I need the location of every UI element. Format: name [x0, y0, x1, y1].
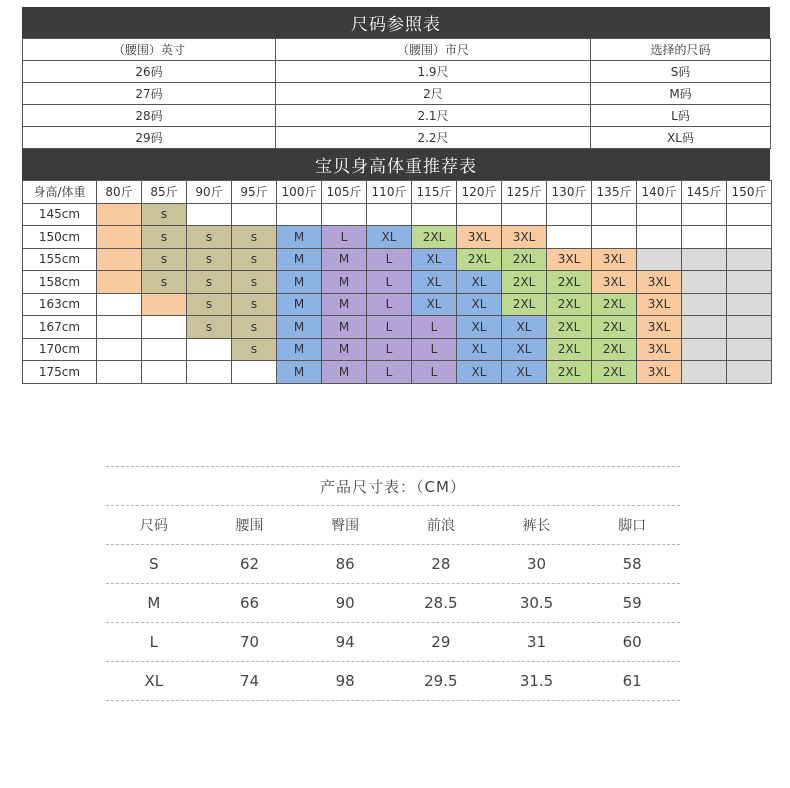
product-cell: 30: [526, 555, 547, 573]
size-cell: XL: [457, 361, 502, 384]
size-cell: [682, 338, 727, 361]
size-cell: s: [232, 271, 277, 294]
size-cell: 2XL: [592, 338, 637, 361]
size-cell: 2XL: [457, 248, 502, 271]
product-cell: 98: [335, 672, 355, 690]
size-cell: M: [277, 338, 322, 361]
weight-header-cell: 130斤: [547, 181, 592, 204]
product-cell: S: [149, 555, 159, 573]
size-cell: 3XL: [637, 293, 682, 316]
ref-header-size: 选择的尺码: [591, 39, 771, 61]
height-label: 163cm: [23, 293, 97, 316]
size-cell: 3XL: [502, 226, 547, 249]
size-cell: [187, 361, 232, 384]
product-cell: 66: [239, 594, 260, 612]
size-cell: [232, 203, 277, 226]
size-cell: [727, 226, 772, 249]
size-cell: [727, 361, 772, 384]
size-cell: L: [412, 361, 457, 384]
product-header-hem: 脚口: [618, 518, 647, 534]
size-cell: [142, 338, 187, 361]
recommend-row: [23, 226, 772, 249]
size-cell: [277, 203, 322, 226]
weight-header-cell: 135斤: [592, 181, 637, 204]
size-cell: 3XL: [547, 248, 592, 271]
size-cell: s: [142, 203, 187, 226]
size-cell: 3XL: [592, 271, 637, 294]
recommend-row: [23, 293, 772, 316]
size-cell: s: [187, 271, 232, 294]
product-cell: 62: [239, 555, 260, 573]
height-label: 155cm: [23, 248, 97, 271]
size-cell: [637, 248, 682, 271]
size-cell: [97, 271, 142, 294]
product-cell: 59: [622, 594, 642, 612]
size-cell: 3XL: [457, 226, 502, 249]
product-cell: 30.5: [519, 594, 554, 612]
divider: [106, 700, 680, 701]
size-cell: [457, 203, 502, 226]
size-cell: 3XL: [637, 338, 682, 361]
size-cell: XL: [457, 271, 502, 294]
recommend-table-title: 宝贝身高体重推荐表: [22, 149, 770, 180]
product-cell: 86: [335, 555, 355, 573]
product-cell: 28: [431, 555, 451, 573]
size-cell: XL: [502, 338, 547, 361]
size-cell: [142, 361, 187, 384]
product-cell: M: [147, 594, 161, 612]
size-cell: L: [367, 316, 412, 339]
size-cell: [187, 338, 232, 361]
size-cell: s: [187, 226, 232, 249]
product-table-header-row: [106, 506, 680, 544]
size-cell: s: [232, 226, 277, 249]
size-cell: [322, 203, 367, 226]
ref-cell: 26码: [23, 61, 276, 83]
ref-cell: 29码: [23, 127, 276, 149]
size-cell: L: [367, 361, 412, 384]
size-cell: [727, 293, 772, 316]
size-cell: L: [367, 293, 412, 316]
size-cell: [97, 248, 142, 271]
size-cell: 3XL: [637, 271, 682, 294]
size-cell: L: [367, 271, 412, 294]
ref-cell: L码: [591, 105, 771, 127]
size-cell: [97, 226, 142, 249]
size-cell: [727, 248, 772, 271]
product-header-waist: 腰围: [235, 518, 264, 534]
size-cell: [682, 226, 727, 249]
size-cell: XL: [457, 293, 502, 316]
weight-header-cell: 125斤: [502, 181, 547, 204]
size-cell: M: [322, 361, 367, 384]
size-cell: XL: [502, 316, 547, 339]
size-cell: [142, 316, 187, 339]
product-table-row: [106, 623, 680, 661]
product-cell: 29.5: [424, 672, 458, 690]
product-cell: 74: [239, 672, 260, 690]
size-cell: M: [322, 293, 367, 316]
ref-table-row: [23, 83, 771, 105]
size-cell: 2XL: [592, 316, 637, 339]
size-cell: [682, 316, 727, 339]
size-cell: s: [187, 248, 232, 271]
size-cell: XL: [457, 316, 502, 339]
size-cell: L: [367, 248, 412, 271]
product-table-row: [106, 662, 680, 700]
product-cell: L: [149, 633, 159, 651]
size-cell: 3XL: [592, 248, 637, 271]
size-cell: 2XL: [502, 293, 547, 316]
size-cell: M: [322, 271, 367, 294]
size-cell: M: [277, 271, 322, 294]
ref-cell: M码: [591, 83, 771, 105]
ref-table-row: [23, 105, 771, 127]
ref-table-title: 尺码参照表: [22, 7, 770, 38]
size-cell: XL: [412, 271, 457, 294]
size-cell: s: [142, 226, 187, 249]
recommend-row: [23, 203, 772, 226]
size-cell: [187, 203, 232, 226]
weight-header-cell: 90斤: [187, 181, 232, 204]
ref-header-chi: （腰围）市尺: [276, 39, 591, 61]
size-cell: [727, 203, 772, 226]
size-cell: L: [322, 226, 367, 249]
ref-cell: 1.9尺: [276, 61, 591, 83]
product-cell: 29: [431, 633, 451, 651]
recommend-table: [22, 180, 772, 384]
weight-header-cell: 115斤: [412, 181, 457, 204]
size-cell: s: [142, 248, 187, 271]
size-cell: M: [322, 248, 367, 271]
size-cell: XL: [502, 361, 547, 384]
size-cell: 2XL: [547, 293, 592, 316]
size-cell: 2XL: [592, 361, 637, 384]
size-cell: [727, 338, 772, 361]
ref-cell: 28码: [23, 105, 276, 127]
weight-header-cell: 95斤: [232, 181, 277, 204]
size-cell: M: [277, 248, 322, 271]
size-cell: L: [367, 338, 412, 361]
weight-header-cell: 80斤: [97, 181, 142, 204]
weight-header-cell: 110斤: [367, 181, 412, 204]
size-cell: [547, 203, 592, 226]
weight-header-cell: 145斤: [682, 181, 727, 204]
size-cell: M: [322, 316, 367, 339]
product-cell: 90: [335, 594, 355, 612]
weight-header-cell: 85斤: [142, 181, 187, 204]
size-cell: [682, 361, 727, 384]
size-cell: [637, 203, 682, 226]
size-cell: [682, 203, 727, 226]
size-cell: 2XL: [547, 271, 592, 294]
height-label: 167cm: [23, 316, 97, 339]
size-cell: s: [142, 271, 187, 294]
size-cell: 2XL: [547, 338, 592, 361]
size-cell: [232, 361, 277, 384]
height-label: 145cm: [23, 203, 97, 226]
size-cell: [97, 293, 142, 316]
product-table-row: [106, 545, 680, 583]
size-cell: [97, 338, 142, 361]
ref-cell: 2.1尺: [276, 105, 591, 127]
weight-header-cell: 150斤: [727, 181, 772, 204]
size-cell: 2XL: [547, 361, 592, 384]
size-cell: [637, 226, 682, 249]
product-header-rise: 前浪: [426, 518, 455, 534]
size-cell: [682, 293, 727, 316]
size-cell: M: [277, 226, 322, 249]
product-cell: 31.5: [519, 672, 554, 690]
product-cell: 31: [526, 633, 547, 651]
weight-header-cell: 105斤: [322, 181, 367, 204]
size-cell: 3XL: [637, 316, 682, 339]
size-cell: XL: [457, 338, 502, 361]
size-cell: [592, 226, 637, 249]
size-cell: [142, 293, 187, 316]
product-cell: 28.5: [424, 594, 458, 612]
size-cell: [682, 248, 727, 271]
size-cell: XL: [367, 226, 412, 249]
ref-table-header-row: [23, 39, 771, 61]
ref-table: [22, 38, 771, 149]
recommend-row: [23, 338, 772, 361]
size-cell: s: [232, 293, 277, 316]
height-label: 170cm: [23, 338, 97, 361]
weight-header-cell: 100斤: [277, 181, 322, 204]
ref-header-inch: （腰围）英寸: [23, 39, 276, 61]
weight-header-row: [23, 181, 772, 204]
size-cell: L: [412, 338, 457, 361]
size-cell: s: [232, 248, 277, 271]
ref-cell: XL码: [591, 127, 771, 149]
height-label: 150cm: [23, 226, 97, 249]
ref-cell: S码: [591, 61, 771, 83]
product-cell: XL: [144, 672, 164, 690]
recommend-row: [23, 271, 772, 294]
size-cell: s: [232, 338, 277, 361]
product-header-length: 裤长: [522, 518, 551, 534]
size-cell: 2XL: [547, 316, 592, 339]
size-cell: s: [187, 316, 232, 339]
size-cell: 3XL: [637, 361, 682, 384]
size-cell: [547, 226, 592, 249]
product-cell: 60: [622, 633, 642, 651]
size-cell: [727, 316, 772, 339]
recommend-row: [23, 316, 772, 339]
size-cell: [412, 203, 457, 226]
size-cell: 2XL: [502, 271, 547, 294]
product-table-title: 产品尺寸表：（CM）: [320, 477, 466, 496]
size-cell: 2XL: [502, 248, 547, 271]
product-cell: 58: [622, 555, 642, 573]
weight-header-cell: 120斤: [457, 181, 502, 204]
height-weight-corner: 身高/体重: [23, 181, 97, 204]
ref-cell: 2尺: [276, 83, 591, 105]
height-label: 175cm: [23, 361, 97, 384]
recommend-row: [23, 361, 772, 384]
size-cell: L: [412, 316, 457, 339]
ref-cell: 27码: [23, 83, 276, 105]
size-cell: M: [277, 293, 322, 316]
size-cell: XL: [412, 293, 457, 316]
size-cell: [97, 361, 142, 384]
product-size-section: [106, 466, 680, 701]
size-cell: XL: [412, 248, 457, 271]
product-cell: 70: [239, 633, 260, 651]
size-cell: [97, 316, 142, 339]
weight-header-cell: 140斤: [637, 181, 682, 204]
product-cell: 61: [622, 672, 642, 690]
ref-cell: 2.2尺: [276, 127, 591, 149]
size-cell: M: [277, 361, 322, 384]
product-header-hip: 臀围: [331, 518, 360, 534]
size-cell: [367, 203, 412, 226]
ref-table-row: [23, 127, 771, 149]
size-cell: [682, 271, 727, 294]
product-table-row: [106, 584, 680, 622]
product-header-size: 尺码: [139, 518, 168, 534]
size-cell: [502, 203, 547, 226]
recommend-row: [23, 248, 772, 271]
size-cell: [97, 203, 142, 226]
height-label: 158cm: [23, 271, 97, 294]
size-cell: s: [232, 316, 277, 339]
size-cell: M: [322, 338, 367, 361]
size-cell: [592, 203, 637, 226]
size-cell: [727, 271, 772, 294]
ref-table-row: [23, 61, 771, 83]
size-reference-section: [22, 7, 770, 384]
product-cell: 94: [335, 633, 355, 651]
size-cell: M: [277, 316, 322, 339]
size-cell: 2XL: [412, 226, 457, 249]
size-cell: s: [187, 293, 232, 316]
size-cell: 2XL: [592, 293, 637, 316]
